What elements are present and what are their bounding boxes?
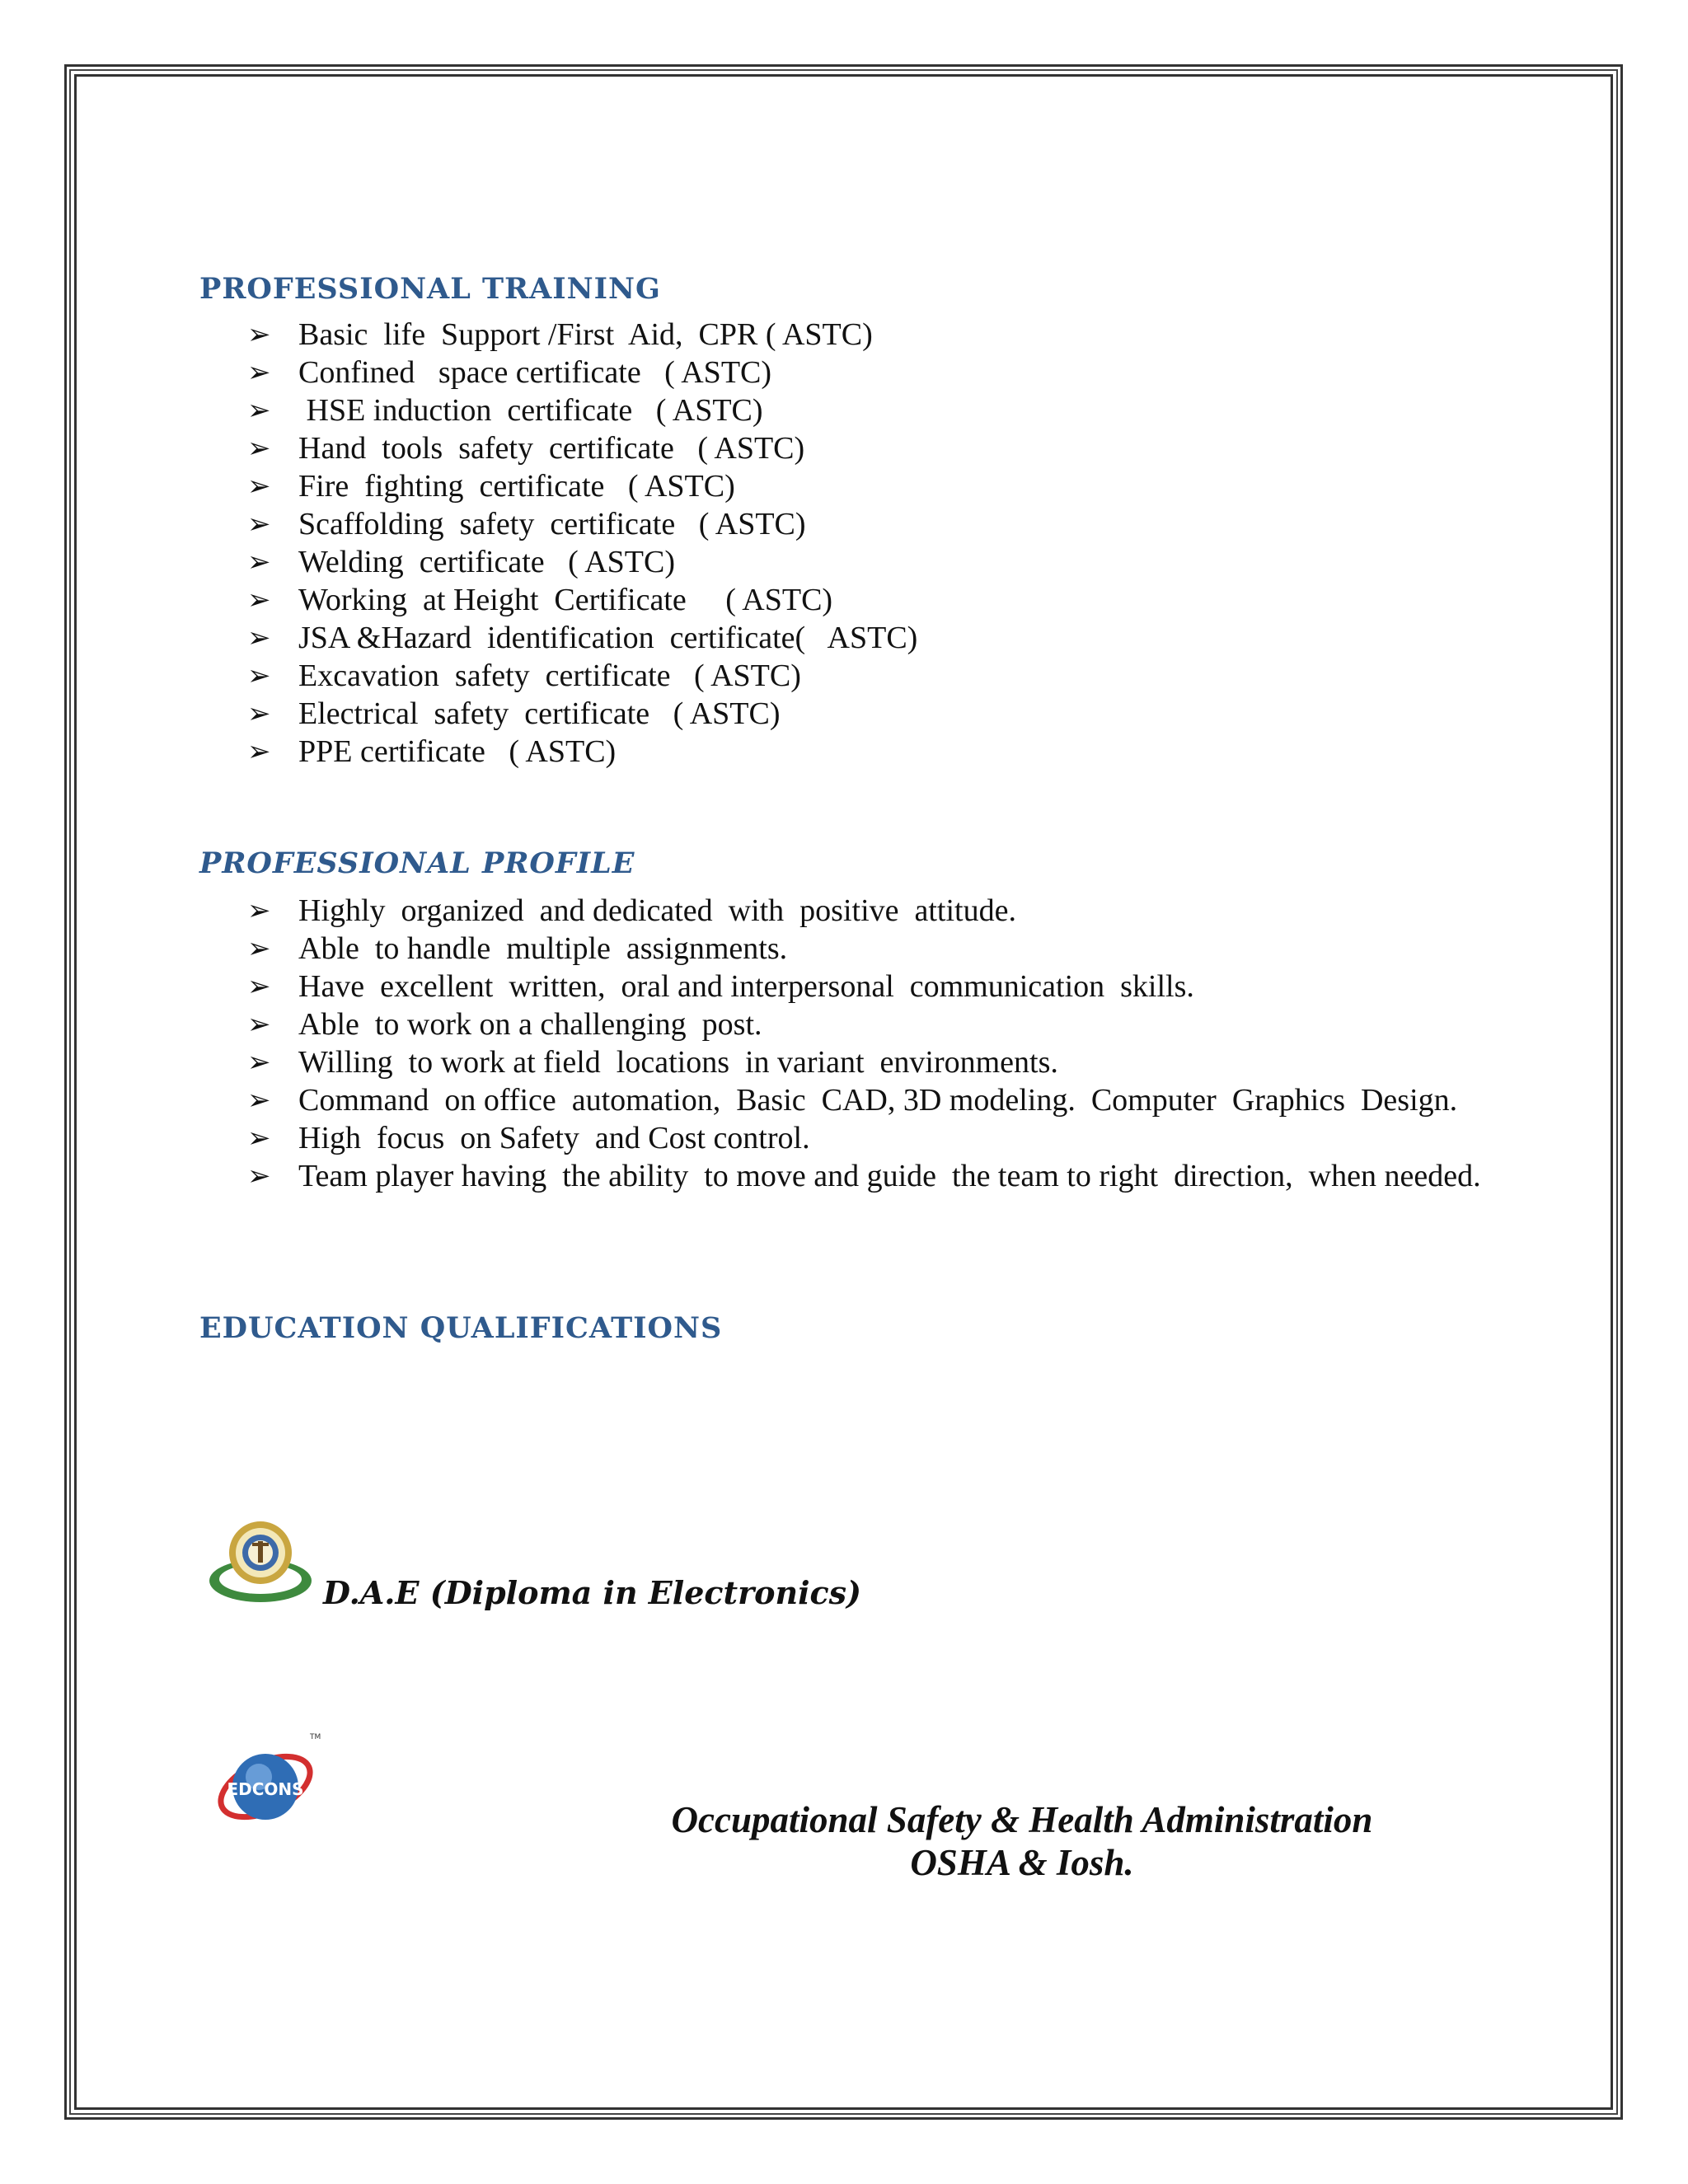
- arrow-bullet-icon: ➢: [247, 583, 271, 616]
- osha-qualification: [659, 1798, 1385, 1884]
- list-item-text: Electrical safety certificate ( ASTC): [298, 696, 781, 731]
- list-item: [247, 1157, 1481, 1195]
- arrow-bullet-icon: ➢: [247, 894, 271, 927]
- professional-training-heading: PROFESSIONAL TRAINING: [199, 272, 661, 306]
- professional-profile-heading: PROFESSIONAL PROFILE: [199, 846, 635, 880]
- list-item-text: Confined space certificate ( ASTC): [298, 355, 772, 390]
- list-item-text: Excavation safety certificate ( ASTC): [298, 658, 801, 693]
- edcons-globe-logo: [213, 1727, 328, 1843]
- list-item: [247, 619, 917, 657]
- arrow-bullet-icon: ➢: [247, 394, 271, 427]
- edcons-logo-text: EDCONS: [227, 1779, 304, 1799]
- arrow-bullet-icon: ➢: [247, 621, 271, 654]
- trademark-mark: TM: [310, 1733, 321, 1741]
- list-item: [247, 1043, 1481, 1081]
- list-item-text: Team player having the ability to move and guide the team to right direction, when needed.: [298, 1159, 1481, 1193]
- list-item-text: JSA &Hazard identification certificate( ASTC): [298, 621, 918, 655]
- list-item-text: Fire fighting certificate ( ASTC): [298, 469, 735, 504]
- list-item: [247, 505, 917, 543]
- list-item-text: Scaffolding safety certificate ( ASTC): [298, 507, 806, 541]
- list-item-text: PPE certificate ( ASTC): [298, 734, 617, 769]
- list-item: [247, 733, 917, 771]
- arrow-bullet-icon: ➢: [247, 1160, 271, 1193]
- list-item: [247, 695, 917, 733]
- institute-seal-icon: [204, 1516, 316, 1607]
- list-item-text: High focus on Safety and Cost control.: [298, 1121, 810, 1155]
- osha-line-2: OSHA & Iosh.: [910, 1842, 1134, 1883]
- list-item-text: Welding certificate ( ASTC): [298, 545, 676, 579]
- arrow-bullet-icon: ➢: [247, 735, 271, 768]
- list-item-text: Basic life Support /First Aid, CPR ( ASTC): [298, 317, 873, 352]
- arrow-bullet-icon: ➢: [247, 356, 271, 389]
- arrow-bullet-icon: ➢: [247, 508, 271, 541]
- arrow-bullet-icon: ➢: [247, 432, 271, 465]
- dae-diploma-title: D.A.E (Diploma in Electronics): [323, 1574, 862, 1611]
- list-item: [247, 543, 917, 581]
- arrow-bullet-icon: ➢: [247, 470, 271, 503]
- list-item: [247, 968, 1481, 1005]
- list-item-text: Command on office automation, Basic CAD, 3D modeling. Computer Graphics Design.: [298, 1083, 1458, 1118]
- list-item-text: Willing to work at field locations in variant environments.: [298, 1045, 1058, 1080]
- arrow-bullet-icon: ➢: [247, 546, 271, 579]
- arrow-bullet-icon: ➢: [247, 932, 271, 965]
- list-item-text: HSE induction certificate ( ASTC): [298, 393, 763, 428]
- list-item-text: Able to handle multiple assignments.: [298, 931, 788, 966]
- list-item: [247, 467, 917, 505]
- list-item-text: Hand tools safety certificate ( ASTC): [298, 431, 805, 466]
- osha-line-1: Occupational Safety & Health Administration: [671, 1799, 1373, 1840]
- arrow-bullet-icon: ➢: [247, 1084, 271, 1117]
- list-item-text: Highly organized and dedicated with positive attitude.: [298, 893, 1016, 928]
- list-item: [247, 1005, 1481, 1043]
- arrow-bullet-icon: ➢: [247, 318, 271, 351]
- professional-profile-list: [247, 892, 1481, 1195]
- arrow-bullet-icon: ➢: [247, 970, 271, 1003]
- arrow-bullet-icon: ➢: [247, 1008, 271, 1041]
- list-item: [247, 930, 1481, 968]
- list-item-text: Have excellent written, oral and interpersonal communication skills.: [298, 969, 1194, 1004]
- professional-training-list: [247, 316, 917, 771]
- arrow-bullet-icon: ➢: [247, 697, 271, 730]
- list-item: [247, 316, 917, 354]
- arrow-bullet-icon: ➢: [247, 659, 271, 692]
- list-item: [247, 429, 917, 467]
- list-item: [247, 1081, 1481, 1119]
- arrow-bullet-icon: ➢: [247, 1046, 271, 1079]
- list-item-text: Able to work on a challenging post.: [298, 1007, 762, 1042]
- list-item: [247, 581, 917, 619]
- list-item: [247, 1119, 1481, 1157]
- arrow-bullet-icon: ➢: [247, 1122, 271, 1155]
- list-item-text: Working at Height Certificate ( ASTC): [298, 583, 833, 617]
- list-item: [247, 657, 917, 695]
- education-heading: EDUCATION QUALIFICATIONS: [199, 1311, 723, 1345]
- list-item: [247, 354, 917, 391]
- list-item: [247, 391, 917, 429]
- list-item: [247, 892, 1481, 930]
